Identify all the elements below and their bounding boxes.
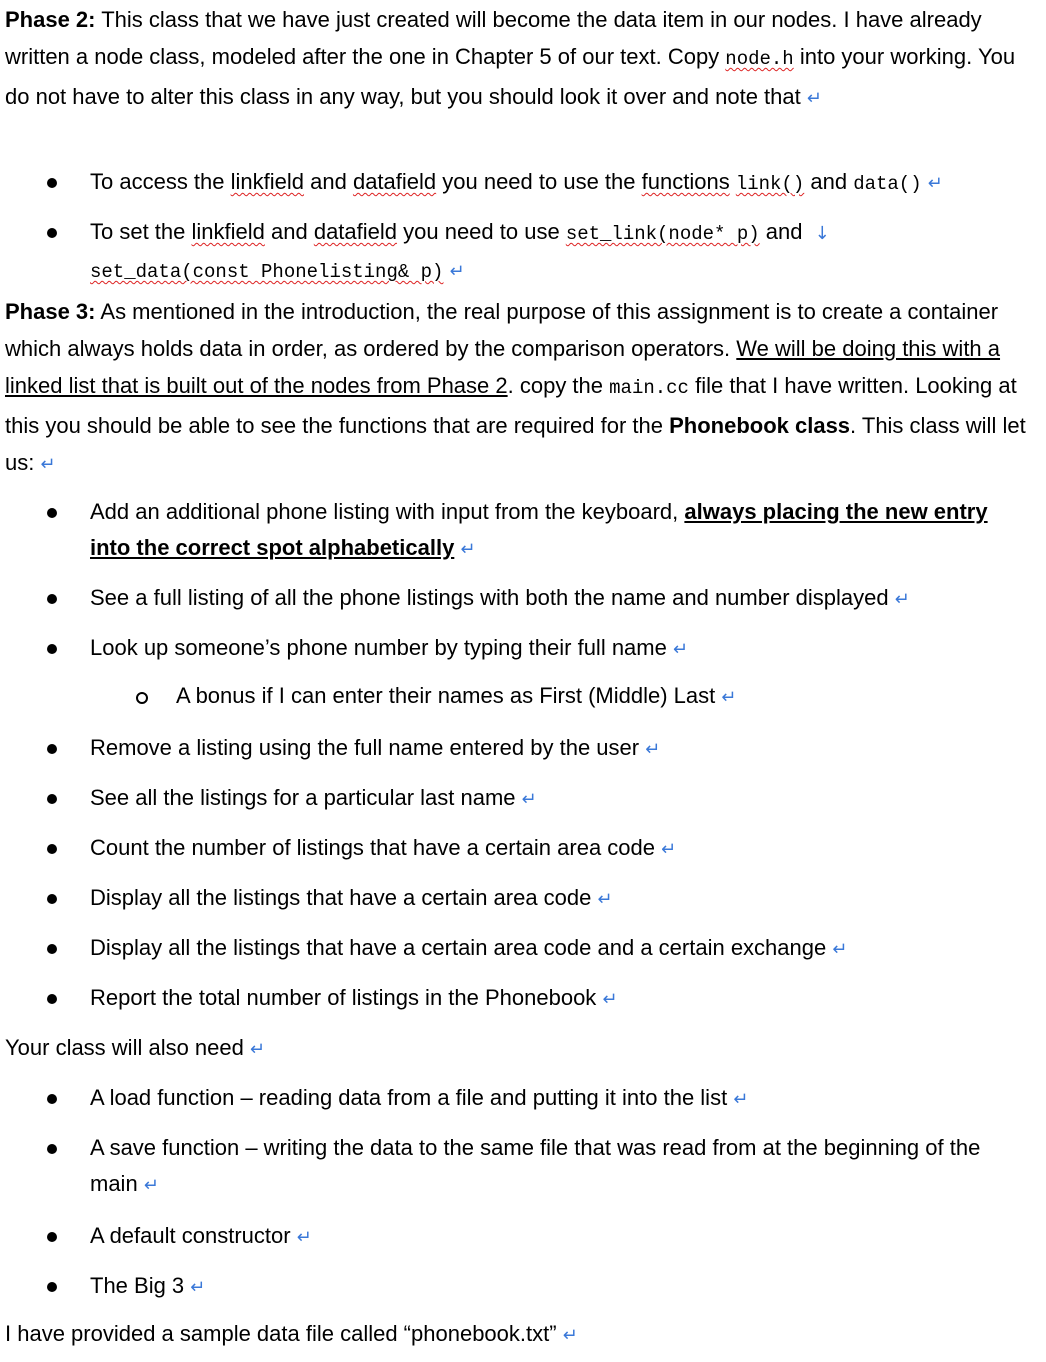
phase2-paragraph	[5, 1, 1028, 117]
bullet-icon	[47, 894, 57, 904]
code-set-data: set_data(const Phonelisting& p)	[90, 261, 444, 283]
paragraph-mark-icon: ↵	[894, 589, 910, 610]
bullet-icon	[47, 1232, 57, 1242]
list-item: To access the linkfield and datafield you need to use the functions link() and data() ↵	[90, 169, 943, 195]
list-item: Add an additional phone listing with input from the keyboard, always placing the new entry into the correct spot alphabetically ↵	[90, 499, 988, 560]
paragraph-mark-icon: ↵	[832, 939, 848, 960]
phase2-text-a: This class that we have just created will become the data item in our nodes. I have already written a node class, modeled after the one in Chapter 5 of our text. Copy	[5, 7, 982, 69]
code-link: link()	[735, 173, 805, 195]
underlined-sentence: We will be doing this with a linked list that is built out of the nodes from Phase 2	[5, 336, 1001, 398]
bold-underlined-text: always placing the new entry into the correct spot alphabetically	[90, 499, 988, 560]
bullet-icon	[47, 844, 57, 854]
list-item: Remove a listing using the full name entered by the user ↵	[90, 735, 661, 760]
node-h-file: node.h	[725, 48, 794, 70]
paragraph-mark-icon: ↵	[460, 539, 476, 560]
spelling-word: datafield	[313, 219, 398, 244]
code-data: data()	[853, 173, 922, 195]
paragraph-mark-icon: ↵	[521, 789, 537, 810]
list-item: The Big 3 ↵	[90, 1273, 206, 1298]
paragraph-mark-icon: ↵	[449, 261, 465, 282]
bullet-icon	[47, 1144, 57, 1154]
list-item: Count the number of listings that have a certain area code ↵	[90, 835, 677, 860]
paragraph-mark-icon: ↵	[143, 1175, 159, 1196]
paragraph-mark-icon: ↵	[733, 1089, 749, 1110]
list-item: Display all the listings that have a certain area code ↵	[90, 885, 613, 910]
paragraph-mark-icon: ↵	[661, 839, 677, 860]
spelling-word: functions	[641, 169, 730, 194]
paragraph-mark-icon: ↵	[927, 173, 943, 194]
bullet-icon	[47, 744, 57, 754]
sub-list-item: A bonus if I can enter their names as First (Middle) Last ↵	[176, 683, 737, 708]
bullet-icon	[47, 594, 57, 604]
list-item: See all the listings for a particular last name ↵	[90, 785, 537, 810]
list-item: See a full listing of all the phone listings with both the name and number displayed ↵	[90, 585, 910, 610]
list-item: A default constructor ↵	[90, 1223, 312, 1248]
paragraph-mark-icon: ↵	[190, 1277, 206, 1298]
paragraph-mark-icon: ↵	[597, 889, 613, 910]
paragraph-mark-icon: ↵	[645, 739, 661, 760]
paragraph-mark-icon: ↵	[602, 989, 618, 1010]
line-break-mark-icon: ↓	[814, 223, 830, 244]
list-item: To set the linkfield and datafield you need to use set_link(node* p) and ↓ set_data(const Phonelisting& p) ↵	[90, 219, 830, 283]
bullet-icon	[47, 994, 57, 1004]
list-item: A save function – writing the data to the same file that was read from at the beginning of the main ↵	[90, 1135, 981, 1196]
phase3-label: Phase 3:	[5, 299, 96, 324]
also-need-paragraph: Your class will also need ↵	[5, 1035, 265, 1060]
main-cc-file: main.cc	[609, 377, 689, 399]
paragraph-mark-icon: ↵	[249, 1039, 265, 1060]
paragraph-mark-icon: ↵	[806, 88, 822, 109]
hollow-bullet-icon	[136, 692, 148, 704]
phonebook-class-label: Phonebook class	[669, 413, 851, 438]
bullet-icon	[47, 1094, 57, 1104]
bullet-icon	[47, 1282, 57, 1292]
list-item: A load function – reading data from a file and putting it into the list ↵	[90, 1085, 749, 1110]
bullet-icon	[47, 508, 57, 518]
bullet-icon	[47, 178, 57, 188]
paragraph-mark-icon: ↵	[672, 639, 688, 660]
paragraph-mark-icon: ↵	[296, 1227, 312, 1248]
phase2-text-b: into your working. You do not have to alter this class in any way, but you should look it over and note that	[5, 44, 1016, 109]
paragraph-mark-icon: ↵	[721, 687, 737, 708]
closing-paragraph: I have provided a sample data file called “phonebook.txt” ↵	[5, 1321, 578, 1346]
bullet-icon	[47, 794, 57, 804]
list-item: Report the total number of listings in the Phonebook ↵	[90, 985, 618, 1010]
spelling-word: linkfield	[230, 169, 305, 194]
spelling-word: datafield	[352, 169, 437, 194]
bullet-icon	[47, 944, 57, 954]
code-set-link: set_link(node* p)	[565, 223, 760, 245]
phase2-label: Phase 2:	[5, 7, 96, 32]
phase3-paragraph: Phase 3: As mentioned in the introduction, the real purpose of this assignment is to create a container which always holds data in order, as ordered by the comparison operators. We will be doing this with a linked list that is built out of the nodes from Phase 2. copy the main.cc file that I have written. Looking at this you should be able to see the functions that are required for the Phonebook class. This class will let us: ↵	[5, 299, 1026, 475]
paragraph-mark-icon: ↵	[562, 1325, 578, 1346]
list-item: Look up someone’s phone number by typing their full name ↵	[90, 635, 688, 660]
bullet-icon	[47, 228, 57, 238]
spelling-word: linkfield	[191, 219, 265, 244]
bullet-icon	[47, 644, 57, 654]
list-item: Display all the listings that have a certain area code and a certain exchange ↵	[90, 935, 848, 960]
paragraph-mark-icon: ↵	[40, 454, 56, 475]
